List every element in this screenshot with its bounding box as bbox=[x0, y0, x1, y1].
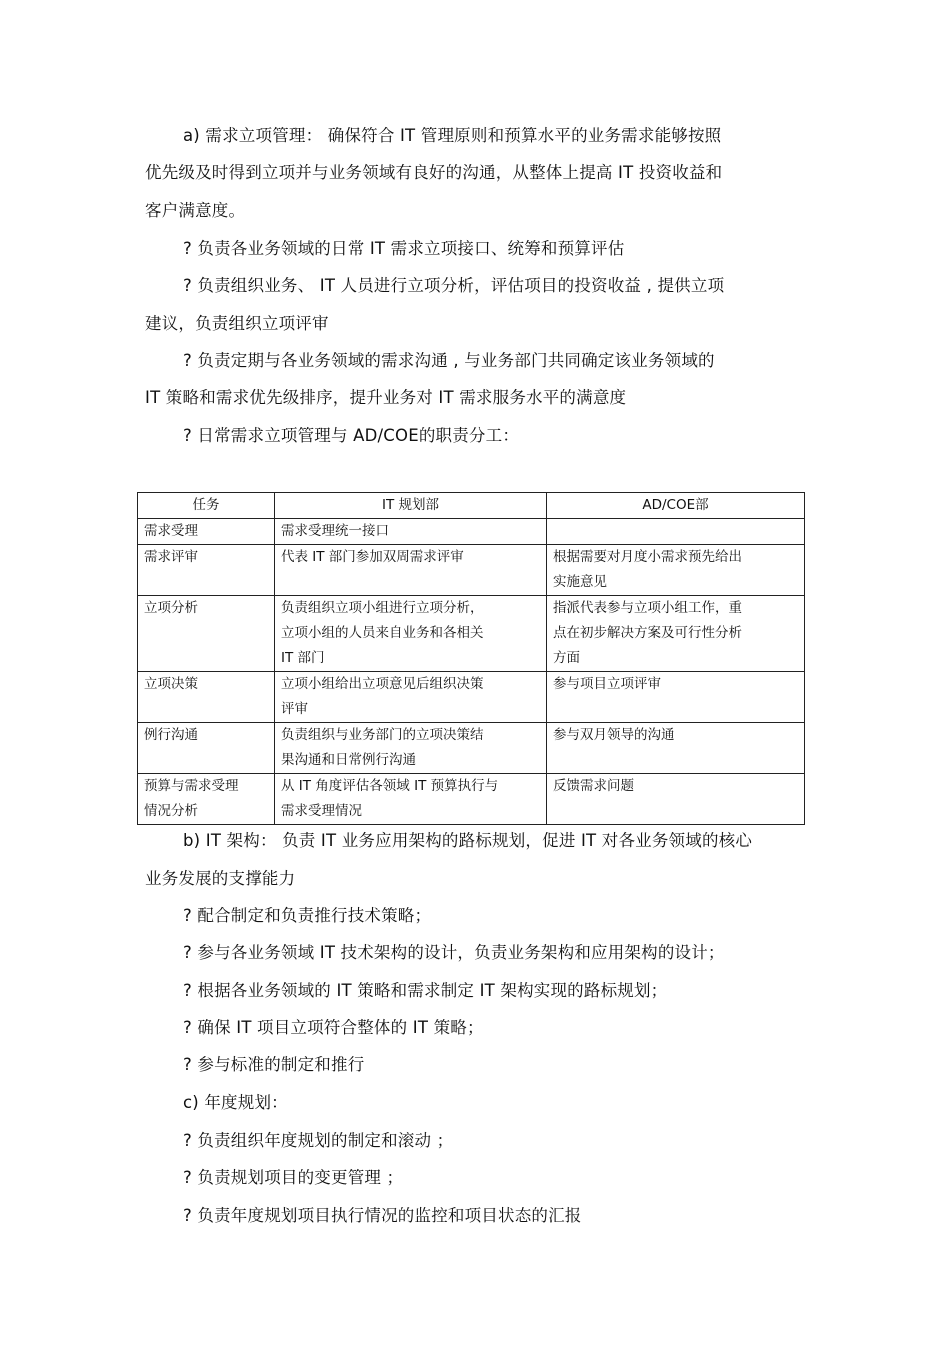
table-row bbox=[138, 774, 805, 825]
table-row bbox=[138, 596, 805, 672]
table-row bbox=[138, 672, 805, 723]
bullet-item: ? 负责定期与各业务领域的需求沟通 , 与业务部门共同确定该业务领域的 bbox=[183, 351, 715, 370]
bullet-item: ? 负责组织年度规划的制定和滚动 ； bbox=[183, 1131, 454, 1150]
table-row bbox=[138, 723, 805, 774]
section-a-intro-cont: 优先级及时得到立项并与业务领域有良好的沟通，从整体上提高 IT 投资收益和 bbox=[145, 163, 723, 182]
ad-cell bbox=[547, 519, 805, 545]
bullet-item-cont: 建议，负责组织立项评审 bbox=[145, 314, 329, 333]
bullet-item: ? 根据各业务领域的 IT 策略和需求制定 IT 架构实现的路标规划； bbox=[183, 981, 668, 1000]
task-cell: 需求评审 bbox=[138, 545, 275, 596]
it-cell: 负责组织与业务部门的立项决策结 果沟通和日常例行沟通 bbox=[275, 723, 547, 774]
bullet-item: ? 参与各业务领域 IT 技术架构的设计，负责业务架构和应用架构的设计； bbox=[183, 943, 725, 962]
it-cell: 代表 IT 部门参加双周需求评审 bbox=[275, 545, 547, 596]
section-a-intro-cont: 客户满意度。 bbox=[145, 201, 246, 220]
task-cell: 立项决策 bbox=[138, 672, 275, 723]
bullet-item: ? 负责各业务领域的日常 IT 需求立项接口、统筹和预算评估 bbox=[183, 239, 625, 258]
section-a-intro: a) 需求立项管理： 确保符合 IT 管理原则和预算水平的业务需求能够按照 bbox=[183, 126, 722, 145]
section-b-intro-cont: 业务发展的支撑能力 bbox=[145, 869, 296, 888]
task-cell: 例行沟通 bbox=[138, 723, 275, 774]
section-b-intro: b) IT 架构： 负责 IT 业务应用架构的路标规划，促进 IT 对各业务领域的核心 bbox=[183, 831, 753, 850]
task-cell: 立项分析 bbox=[138, 596, 275, 672]
column-header: AD/COE部 bbox=[547, 493, 805, 519]
it-cell: 需求受理统一接口 bbox=[275, 519, 547, 545]
section-c-title: c) 年度规划： bbox=[183, 1093, 288, 1112]
column-header: 任务 bbox=[138, 493, 275, 519]
bullet-item: ? 负责组织业务、 IT 人员进行立项分析，评估项目的投资收益 , 提供立项 bbox=[183, 276, 725, 295]
task-cell: 需求受理 bbox=[138, 519, 275, 545]
it-cell: 立项小组给出立项意见后组织决策 评审 bbox=[275, 672, 547, 723]
bullet-item-cont: IT 策略和需求优先级排序，提升业务对 IT 需求服务水平的满意度 bbox=[145, 388, 627, 407]
bullet-item: ? 确保 IT 项目立项符合整体的 IT 策略； bbox=[183, 1018, 484, 1037]
bullet-item: ? 负责年度规划项目执行情况的监控和项目状态的汇报 bbox=[183, 1206, 582, 1225]
ad-cell: 参与项目立项评审 bbox=[547, 672, 805, 723]
table-row bbox=[138, 545, 805, 596]
ad-cell: 根据需要对月度小需求预先给出 实施意见 bbox=[547, 545, 805, 596]
bullet-item: ? 负责规划项目的变更管理 ； bbox=[183, 1168, 404, 1187]
ad-cell: 反馈需求问题 bbox=[547, 774, 805, 825]
task-cell: 预算与需求受理 情况分析 bbox=[138, 774, 275, 825]
it-cell: 负责组织立项小组进行立项分析， 立项小组的人员来自业务和各相关 IT 部门 bbox=[275, 596, 547, 672]
it-cell: 从 IT 角度评估各领域 IT 预算执行与 需求受理情况 bbox=[275, 774, 547, 825]
table-header-row bbox=[138, 493, 805, 519]
bullet-item: ? 日常需求立项管理与 AD/COE的职责分工： bbox=[183, 426, 520, 445]
table-row bbox=[138, 519, 805, 545]
ad-cell: 参与双月领导的沟通 bbox=[547, 723, 805, 774]
column-header: IT 规划部 bbox=[275, 493, 547, 519]
ad-cell: 指派代表参与立项小组工作，重 点在初步解决方案及可行性分析 方面 bbox=[547, 596, 805, 672]
bullet-item: ? 配合制定和负责推行技术策略； bbox=[183, 906, 432, 925]
duty-division-table bbox=[137, 492, 805, 825]
bullet-item: ? 参与标准的制定和推行 bbox=[183, 1055, 365, 1074]
